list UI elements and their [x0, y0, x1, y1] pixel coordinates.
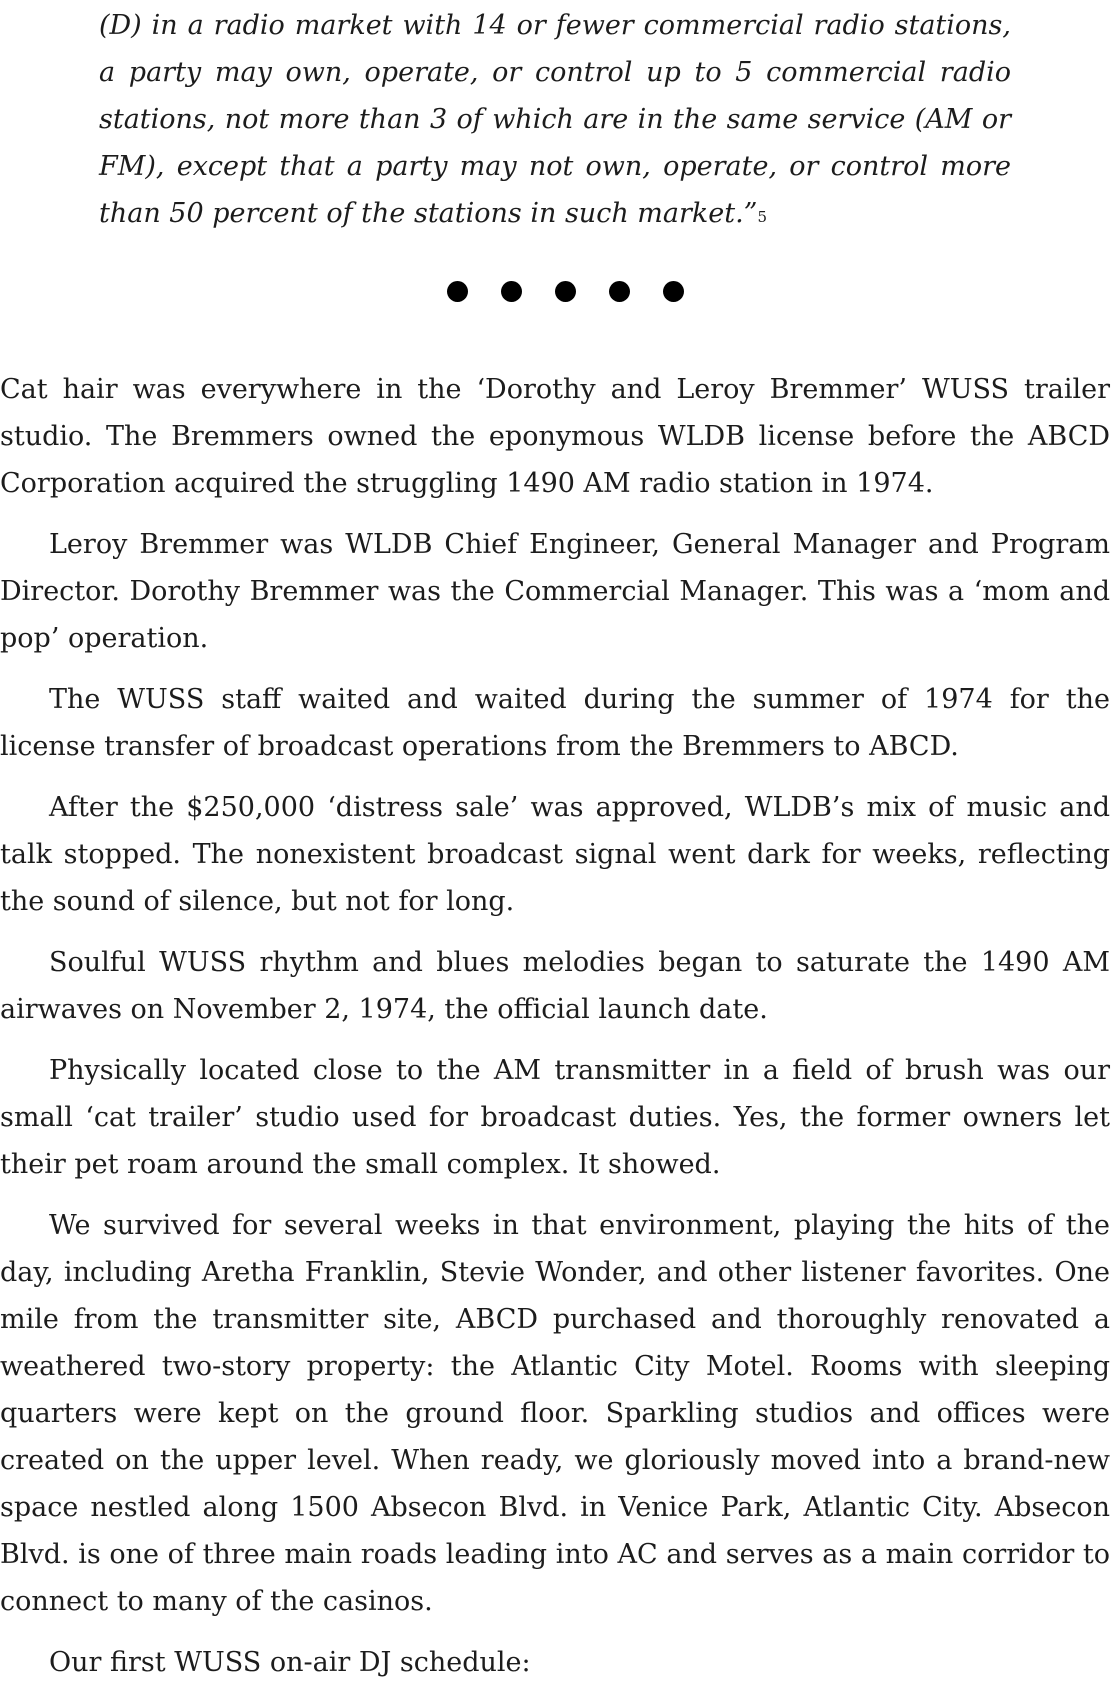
- paragraph: Cat hair was everywhere in the ‘Dorothy and Leroy Bremmer’ WUSS trailer studio. The Bremmers owned the eponymous WLDB license before the ABCD Corporation acquired the struggling 1490 AM radio station in 1974.: [0, 374, 1110, 499]
- bullet-dot-icon: [501, 281, 522, 302]
- bullet-dot-icon: [555, 281, 576, 302]
- paragraph: After the $250,000 ‘distress sale’ was approved, WLDB’s mix of music and talk stopped. The nonexistent broadcast signal went dark for weeks, reflecting the sound of silence, but not for long.: [0, 792, 1110, 917]
- paragraph: Soulful WUSS rhythm and blues melodies began to saturate the 1490 AM airwaves on November 2, 1974, the official launch date.: [0, 947, 1110, 1025]
- legal-quote-block: [99, 2, 1011, 237]
- bullet-dot-icon: [609, 281, 630, 302]
- paragraph: Physically located close to the AM transmitter in a field of brush was our small ‘cat trailer’ studio used for broadcast duties. Yes, the former owners let their pet roam around the small complex. It showed.: [0, 1055, 1110, 1180]
- paragraph: Leroy Bremmer was WLDB Chief Engineer, General Manager and Program Director. Dorothy Bremmer was the Commercial Manager. This was a ‘mom and pop’ operation.: [0, 529, 1110, 654]
- paragraph: Our first WUSS on-air DJ schedule:: [49, 1647, 531, 1678]
- section-break-dots: [0, 281, 1112, 302]
- footnote-marker: 5: [757, 208, 768, 226]
- bullet-dot-icon: [447, 281, 468, 302]
- paragraph: The WUSS staff waited and waited during the summer of 1974 for the license transfer of broadcast operations from the Bremmers to ABCD.: [0, 684, 1110, 762]
- quote-text: (D) in a radio market with 14 or fewer commercial radio stations, a party may own, operate, or control up to 5 commercial radio stations, not more than 3 of which are in the same service (AM or FM), except that a party may not own, operate, or control more than 50 percent of the stations in such market.”: [99, 10, 1011, 229]
- body-text: [0, 366, 1110, 1700]
- bullet-dot-icon: [663, 281, 684, 302]
- paragraph: We survived for several weeks in that environment, playing the hits of the day, including Aretha Franklin, Stevie Wonder, and other listener favorites. One mile from the transmitter site, ABCD purchased and thoroughly renovated a weathered two-story property: the Atlantic City Motel. Rooms with sleeping quarters were kept on the ground floor. Sparkling studios and offices were created on the upper level. When ready, we gloriously moved into a brand-new space nestled along 1500 Absecon Blvd. in Venice Park, Atlantic City. Absecon Blvd. is one of three main roads leading into AC and serves as a main corridor to connect to many of the casinos.: [0, 1210, 1110, 1617]
